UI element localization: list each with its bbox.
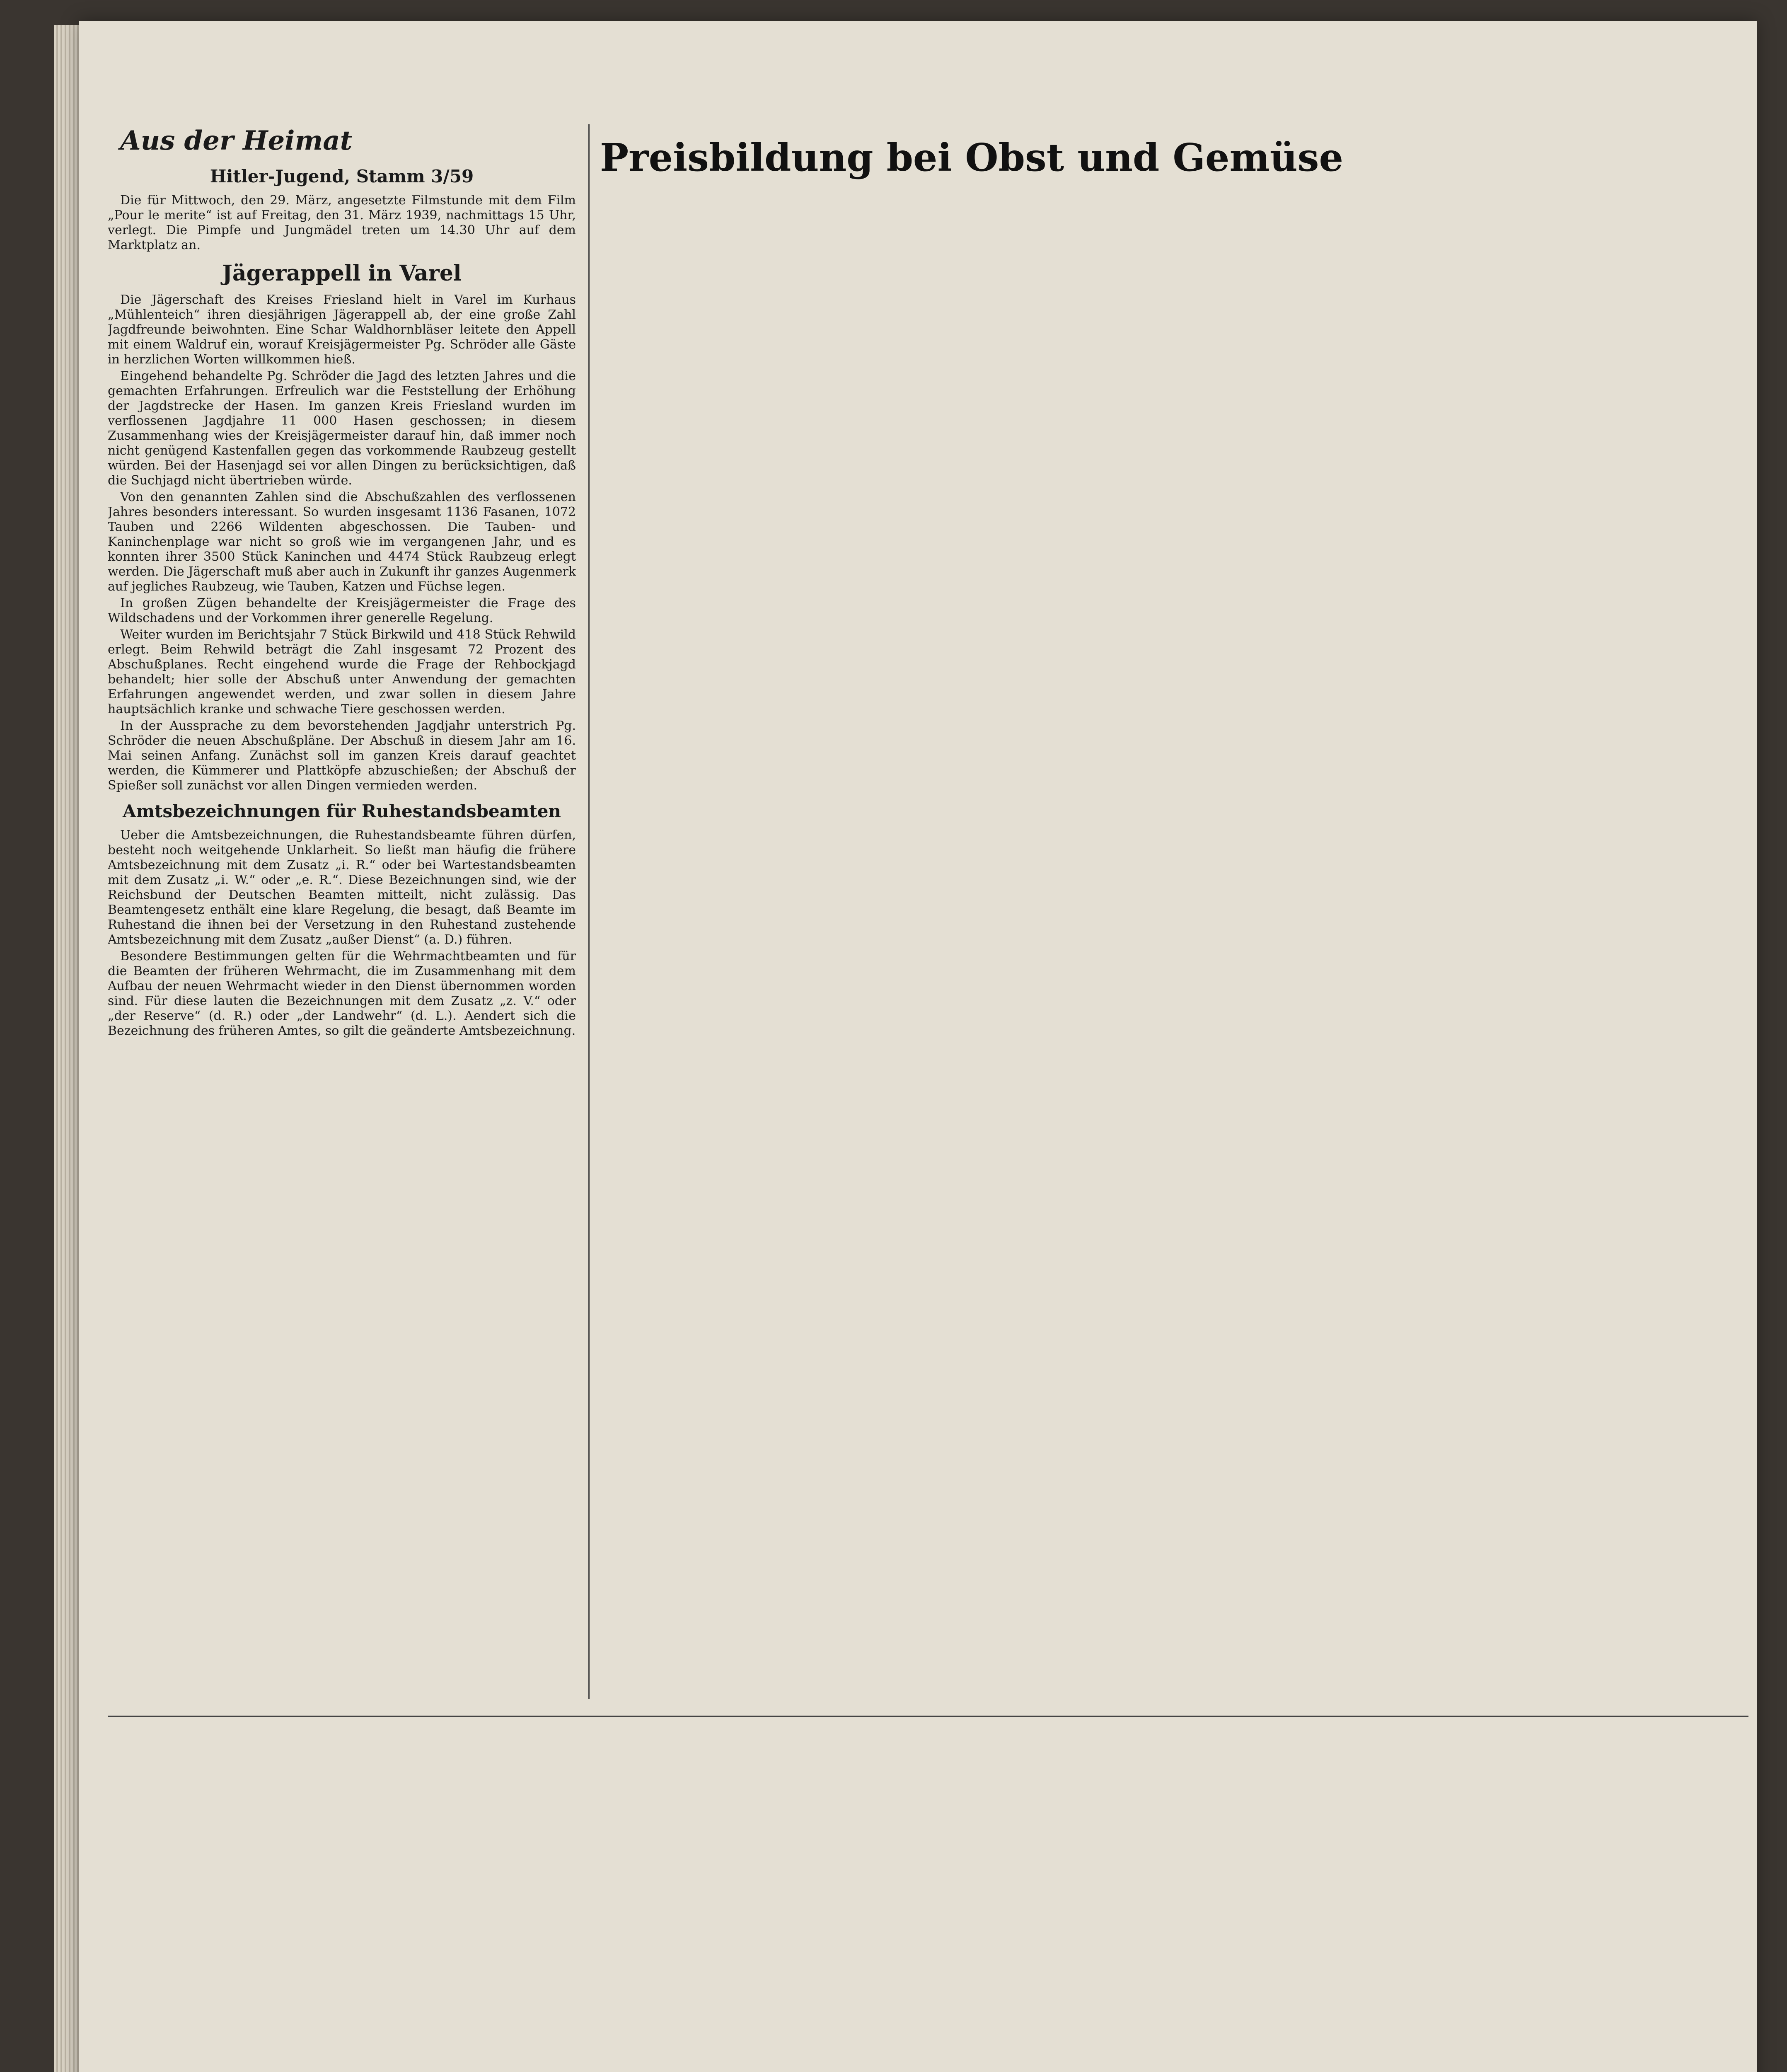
article-head-jaegerappell: Jägerappell in Varel xyxy=(222,261,462,286)
paragraph: In großen Zügen behandelte der Kreisjägermeister die Frage des Wildschadens und der Vorkommen ihrer generelle Regelung. xyxy=(108,596,576,625)
column-rule-left xyxy=(588,124,590,1699)
paragraph: Besondere Bestimmungen gelten für die Wehrmachtbeamten und für die Beamten der früheren Wehrmacht, die im Zusammenhang mit dem Aufbau der neuen Wehrmacht wieder in den Dienst übernommen worden sind. Für diese lauten die Bezeichnungen mit dem Zusatz „z. V.“ oder „der Reserve“ (d. R.) oder „der Landwehr“ (d. L.). Aendert sich die Bezeichnung des früheren Amtes, so gilt die geänderte Amtsbezeichnung. xyxy=(108,949,576,1038)
article-head-hitlerjugend: Hitler-Jugend, Stamm 3/59 xyxy=(210,166,474,186)
paragraph: Von den genannten Zahlen sind die Abschußzahlen des verflossenen Jahres besonders interessant. So wurden insgesamt 1136 Fasanen, 1072 Tauben und 2266 Wildenten abgeschossen. Die Tauben- und Kaninchenplage war nicht so groß wie im vergangenen Jahr, und es konnten ihrer 3500 Stück Kaninchen und 4474 Stück Raubzeug erlegt werden. Die Jägerschaft muß aber auch in Zukunft ihr ganzes Augenmerk auf jegliches Raubzeug, wie Tauben, Katzen und Füchse legen. xyxy=(108,490,576,594)
article-head-amtsbezeichnungen: Amtsbezeichnungen für Ruhestandsbeamten xyxy=(123,801,561,821)
paragraph: Ueber die Amtsbezeichnungen, die Ruhestandsbeamte führen dürfen, besteht noch weitgehende Unklarheit. So ließt man häufig die frühere Amtsbezeichnung mit dem Zusatz „i. R.“ oder bei Wartestandsbeamten mit dem Zusatz „i. W.“ oder „e. R.“. Diese Bezeichnungen sind, wie der Reichsbund der Deutschen Beamten mitteilt, nicht zulässig. Das Beamtengesetz enthält eine klare Regelung, die besagt, daß Beamte im Ruhestand die ihnen bei der Versetzung in den Ruhestand zustehende Amtsbezeichnung mit dem Zusatz „außer Dienst“ (a. D.) führen. xyxy=(108,828,576,947)
paragraph: Die Jägerschaft des Kreises Friesland hielt in Varel im Kurhaus „Mühlenteich“ ihren diesjährigen Jägerappell ab, der eine große Zahl Jagdfreunde beiwohnten. Eine Schar Waldhornbläser leitete den Appell mit einem Waldruf ein, worauf Kreisjägermeister Pg. Schröder alle Gäste in herzlichen Worten willkommen hieß. xyxy=(108,293,576,367)
left-column xyxy=(108,124,576,1699)
section-kicker: Aus der Heimat xyxy=(120,125,353,156)
main-headline: Preisbildung bei Obst und Gemüse xyxy=(600,135,1344,180)
paragraph: In der Aussprache zu dem bevorstehenden Jagdjahr unterstrich Pg. Schröder die neuen Abschußpläne. Der Abschuß in diesem Jahr am 16. Mai seinen Anfang. Zunächst soll im ganzen Kreis darauf geachtet werden, die Kümmerer und Plattköpfe abzuschießen; der Abschuß der Spießer soll zunächst vor allen Dingen vermieden werden. xyxy=(108,719,576,793)
paragraph: Weiter wurden im Berichtsjahr 7 Stück Birkwild und 418 Stück Rehwild erlegt. Beim Rehwild beträgt die Zahl insgesamt 72 Prozent des Abschußplanes. Recht eingehend wurde die Frage der Rehbockjagd behandelt; hier solle der Abschuß unter Anwendung der gemachten Erfahrungen angewendet werden, und zwar sollen in diesem Jahre hauptsächlich kranke und schwache Tiere geschossen werden. xyxy=(108,627,576,716)
section-rule xyxy=(108,1716,1748,1717)
article-text-hitlerjugend: Die für Mittwoch, den 29. März, angesetzte Filmstunde mit dem Film „Pour le merite“ ist auf Freitag, den 31. März 1939, nachmittags 15 Uhr, verlegt. Die Pimpfe und Jungmädel treten um 14.30 Uhr auf dem Marktplatz an. xyxy=(108,193,576,252)
paragraph: Eingehend behandelte Pg. Schröder die Jagd des letzten Jahres und die gemachten Erfahrungen. Erfreulich war die Feststellung der Erhöhung der Jagdstrecke der Hasen. Im ganzen Kreis Friesland wurden im verflossenen Jagdjahre 11 000 Hasen geschossen; in diesem Zusammenhang wies der Kreisjägermeister darauf hin, daß immer noch nicht genügend Kastenfallen gegen das vorkommende Raubzeug gestellt würden. Bei der Hasenjagd sei vor allen Dingen zu berücksichtigen, daß die Suchjagd nicht übertrieben würde. xyxy=(108,369,576,488)
